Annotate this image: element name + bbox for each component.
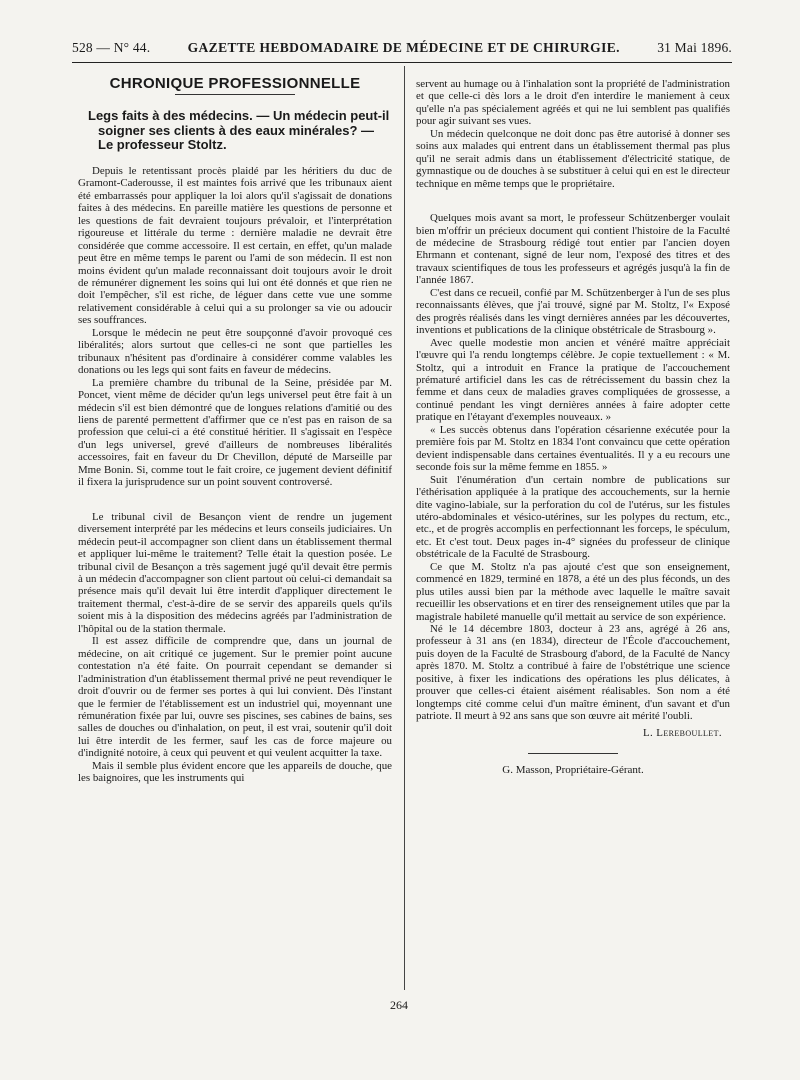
paragraph: Un médecin quelconque ne doit donc pas être autorisé à donner ses soins aux malades qui entrent dans un établissement thermal pas plus qu'il ne serait admis dans un établissement d'électricité statique, de gymnastique ou de douches à se substituer à celui qui en est le directeur technique en même temps que le propriétaire.: [416, 127, 730, 190]
paragraph: Né le 14 décembre 1803, docteur à 23 ans, agrégé à 26 ans, professeur à 31 ans (en 1834), directeur de l'École d'accouchement, puis doyen de la Faculté de Strasbourg d'abord, de la Faculté de Nancy après 1870. M. Stoltz a contribué à faire de l'obstétrique une science positive, à fixer les indications des opérations les plus délicates, à prouver que celles-ci étaient aisément réalisables. Son nom a été longtemps cité comme celui d'un maître éminent, d'un savant et d'un patriote. Il meurt à 92 ans sans que son œuvre ait mérité l'oubli.: [416, 623, 730, 723]
section-rule: [175, 94, 295, 95]
paragraph: Quelques mois avant sa mort, le professeur Schützenberger voulait bien m'offrir un précieux document qui contient l'histoire de la Faculté de médecine de Strasbourg rédigé tout entier par l'ancien doyen Ehrmann et contenant, signé de leur nom, l'exposé des titres et des travaux scientifiques de tous les professeurs et agrégés jusqu'à la fin de l'année 1867.: [416, 212, 730, 287]
article-title: Legs faits à des médecins. — Un médecin peut-il soigner ses clients à des eaux minérales? — Le professeur Stoltz.: [88, 108, 390, 153]
paragraph: Depuis le retentissant procès plaidé par les héritiers du duc de Gramont-Caderousse, il est maintes fois arrivé que les tribunaux aient été embarrassés pour appliquer la loi alors qu'il s'agissait de donations faites à des médecins. En pareille matière les questions de personne et les questions de fait devraient toujours prévaloir, et l'interprétation rigoureuse et littérale du terme : dernière maladie ne devrait être considérée que comme accessoire. Il est certain, en effet, qu'un malade peut être en même temps le parent ou l'ami de son médecin. Il est non moins évident qu'un malade reconnaissant doit toujours avoir le droit de rémunérer dignement les soins qui lui ont été donnés et que rien ne doit l'empêcher, s'il est riche, de léguer dans cette vue une somme relativement considérable à celui qui a su prolonger sa vie ou adoucir ses souffrances.: [78, 164, 392, 327]
paragraph: Mais il semble plus évident encore que les appareils de douche, que les baignoires, que les instruments qui: [78, 759, 392, 785]
closing-rule: [528, 753, 618, 754]
paragraph: La première chambre du tribunal de la Seine, présidée par M. Poncet, vient même de décider qu'un legs universel peut être fait à un médecin s'il est bien démontré que de longues relations d'amitié ou des liens de parenté permettent d'affirmer que ce n'est pas en raison de sa profession que celui-ci a été constitué héritier. Il s'agissait en l'espèce d'un legs universel, grevé d'ailleurs de nombreuses libéralités accessoires, fait en faveur du Dr Chevillon, député de Marseille par Mme Bonin. Si, comme tout le fait croire, ce jugement devient définitif il fixera la jurisprudence sur un point souvent controversé.: [78, 376, 392, 489]
page-number: 264: [390, 998, 408, 1012]
paragraph: C'est dans ce recueil, confié par M. Schützenberger à l'un de ses plus reconnaissants élèves, que j'ai trouvé, signé par M. Stoltz, l'« Exposé des progrès réalisés dans les vingt dernières années par les découvertes, inventions et publications de la clinique obstétricale de Strasbourg ».: [416, 286, 730, 337]
publisher-manager: G. Masson, Propriétaire-Gérant.: [502, 764, 644, 777]
author-signature: L. Lereboullet.: [642, 726, 722, 739]
paragraph: Avec quelle modestie mon ancien et vénéré maître appréciait l'œuvre qui l'a rendu longtemps célèbre. Je copie textuellement : « M. Stoltz, qui a introduit en France la pratique de l'accouchement prématuré artificiel dans les cas de rétrécissement du bassin chez la femme et dans ceux de maladies graves compliquées de grossesse, a continué pendant les vingt dernières années à faire adopter cette pratique en l'étayant d'exemples nouveaux. »: [416, 336, 730, 424]
column-divider: [404, 66, 405, 990]
header-rule: [72, 62, 732, 63]
right-column: [416, 78, 730, 777]
journal-title: GAZETTE HEBDOMADAIRE DE MÉDECINE ET DE CHIRURGIE.: [187, 40, 620, 55]
page-issue-number: 528 — N° 44.: [72, 40, 151, 55]
paragraph: Le tribunal civil de Besançon vient de rendre un jugement diversement interprété par les médecins et leurs conseils judiciaires. Un médecin peut-il accompagner son client dans un établissement thermal et appliquer lui-même le traitement? Telle était la question posée. Le tribunal civil de Besançon a très sagement jugé qu'il devait être permis à un médecin d'accompagner son client partout où celui-ci demandait sa présence mais qu'il devait lui être interdit d'appliquer directement le traitement thermal, c'est-à-dire de se servir des appareils quels qu'ils soient mis à la disposition des médecins agréés par l'administration de l'hôpital ou de la station thermale.: [78, 510, 392, 635]
section-title: CHRONIQUE PROFESSIONNELLE: [109, 75, 361, 92]
left-column: [78, 70, 392, 785]
paragraph: Suit l'énumération d'un certain nombre de publications sur l'éthérisation appliquée à la pratique des accouchements, sur la hernie dite vagino-labiale, sur la perforation du col de l'utérus, sur les fistules utéro-abdominales et vésico-utérines, sur les polypes du rectum, etc., etc., et de progrès accomplis en perfectionnant les forceps, le spéculum, etc. Et c'est tout. Deux pages in-4° signées du professeur de clinique obstétricale de la Faculté de Strasbourg.: [416, 473, 730, 561]
running-header: [72, 40, 732, 56]
issue-date: 31 Mai 1896.: [657, 40, 732, 55]
paragraph: « Les succès obtenus dans l'opération césarienne exécutée pour la première fois par M. Stoltz en 1834 l'ont convaincu que cette opération devient indispensable dans certaines éventualités. Il y a eu recours une seconde fois sur la même femme en 1855. »: [416, 423, 730, 474]
paragraph: servent au humage ou à l'inhalation sont la propriété de l'administration et que celle-ci dès lors a le droit d'en interdire le maniement à ceux qu'elle n'a pas spécialement agréés et qui ne lui semblent pas qualifiés pour agir suivant ses vues.: [416, 78, 730, 128]
paragraph: Il est assez difficile de comprendre que, dans un journal de médecine, on ait critiqué ce jugement. Sur le premier point aucune contestation n'a été faite. On pourrait cependant se demander si l'administration d'un établissement thermal privé ne peut revendiquer le droit d'ouvrir ou de fermer ses portes à qui lui convient. Dès l'instant que le fermier de l'établissement est un industriel qui, moyennant une rémunération fixée par lui, ouvre ses piscines, ses cabines de bains, ses salles de douches ou d'inhalation, on peut, il est vrai, soutenir qu'il doit lui être interdit de les fermer, sauf les cas de force majeure ou d'indignité notoire, à ceux qui peuvent et qui veulent acquitter la taxe.: [78, 635, 392, 760]
paragraph: Lorsque le médecin ne peut être soupçonné d'avoir provoqué ces libéralités; alors surtout que celles-ci ne sont que partielles les tribunaux n'hésitent pas d'ordinaire à considérer comme valables les donations ou les legs qui sont faits en faveur de médecins.: [78, 326, 392, 377]
paragraph: Ce que M. Stoltz n'a pas ajouté c'est que son enseignement, commencé en 1829, terminé en 1878, a été un des plus féconds, un des plus utiles aussi bien par la méthode avec laquelle le maître savait recueillir les observations et en tirer des renseignement utiles que par la magistrale habileté manuelle qu'il mettait au service de son expérience.: [416, 560, 730, 623]
